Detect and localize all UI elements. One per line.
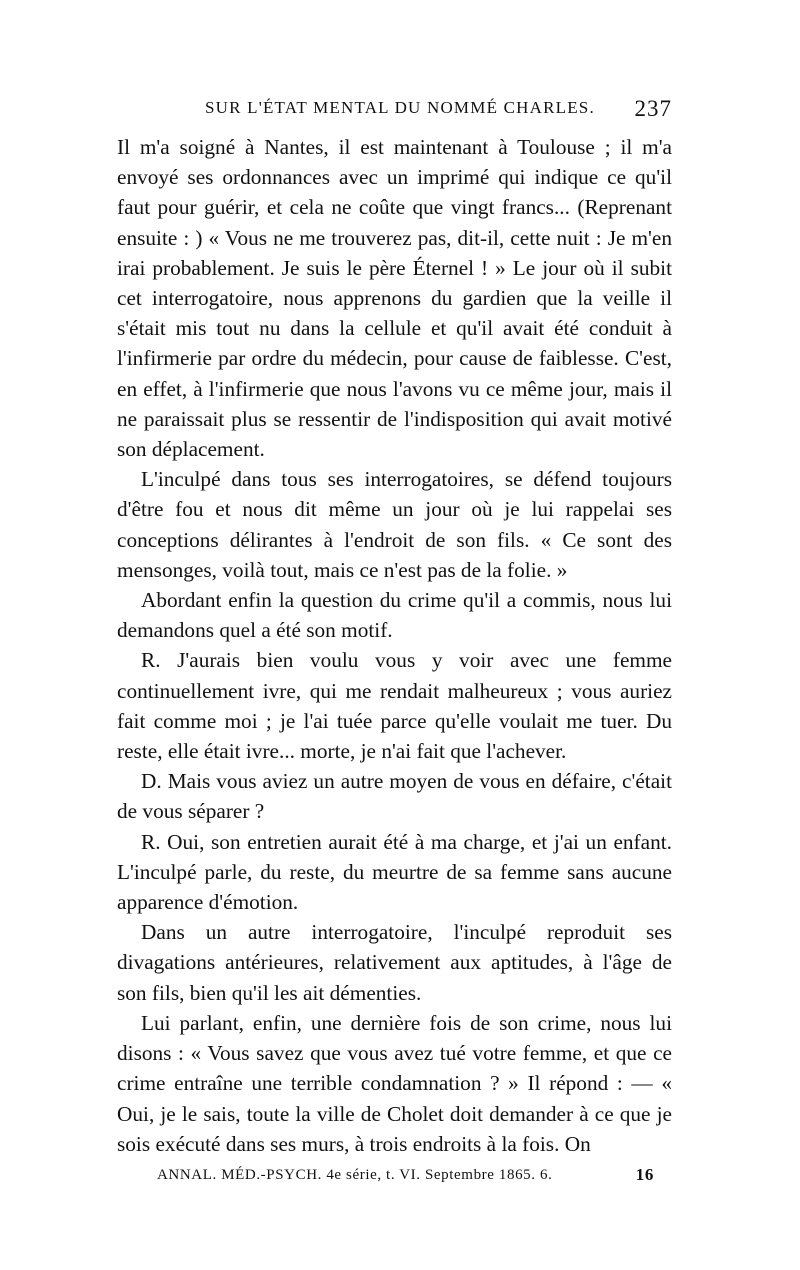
running-title: SUR L'ÉTAT MENTAL DU NOMMÉ CHARLES. (205, 98, 595, 117)
paragraph-3: Abordant enfin la question du crime qu'il a commis, nous lui demandons quel a été son motif. (117, 588, 672, 643)
body-text (117, 132, 672, 1159)
paragraph-2: L'inculpé dans tous ses interrogatoires, se défend toujours d'être fou et nous dit même un jour où je lui rappelai ses conceptions délirantes à l'endroit de son fils. « Ce sont des mensonges, voilà tout, mais ce n'est pas de la folie. » (117, 467, 672, 582)
signature-line: ANNAL. MÉD.-PSYCH. 4e série, t. VI. Septembre 1865. 6. (157, 1166, 553, 1183)
paragraph-1: Il m'a soigné à Nantes, il est maintenant à Toulouse ; il m'a envoyé ses ordonnances avec un imprimé qui indique ce qu'il faut pour guérir, et cela ne coûte que vingt francs... (Reprenant ensuite : ) « Vous ne me trouverez pas, dit-il, cette nuit : Je m'en irai probablement. Je suis le père Éternel ! » Le jour où il subit cet interrogatoire, nous apprenons du gardien que la veille il s'était mis tout nu dans la cellule et qu'il avait été conduit à l'infirmerie par ordre du médecin, pour cause de faiblesse. C'est, en effet, à l'infirmerie que nous l'avons vu ce même jour, mais il ne paraissait plus se ressentir de l'indisposition qui avait motivé son déplacement. (117, 135, 672, 462)
paragraph-5: D. Mais vous aviez un autre moyen de vous en défaire, c'était de vous séparer ? (117, 769, 672, 824)
paragraph-4: R. J'aurais bien voulu vous y voir avec une femme continuellement ivre, qui me rendait malheureux ; vous auriez fait comme moi ; je l'ai tuée parce qu'elle voulait me tuer. Du reste, elle était ivre... morte, je n'ai fait que l'achever. (117, 648, 672, 764)
book-page (117, 92, 672, 1193)
paragraph-6: R. Oui, son entretien aurait été à ma charge, et j'ai un enfant. L'inculpé parle, du reste, du meurtre de sa femme sans aucune apparence d'émotion. (117, 829, 672, 915)
page-number: 237 (634, 96, 672, 121)
signature-number: 16 (635, 1164, 654, 1184)
signature-footer (117, 1164, 672, 1193)
paragraph-8: Lui parlant, enfin, une dernière fois de son crime, nous lui disons : « Vous savez que vous avez tué votre femme, et que ce crime entraîne une terrible condamnation ? » Il répond : — « Oui, je le sais, toute la ville de Cholet doit demander à ce que je sois exécuté dans ses murs, à trois endroits à la fois. On (117, 1010, 672, 1156)
paragraph-7: Dans un autre interrogatoire, l'inculpé reproduit ses divagations antérieures, relativement aux aptitudes, à l'âge de son fils, bien qu'il les ait démenties. (117, 920, 672, 1005)
running-head (117, 92, 672, 132)
